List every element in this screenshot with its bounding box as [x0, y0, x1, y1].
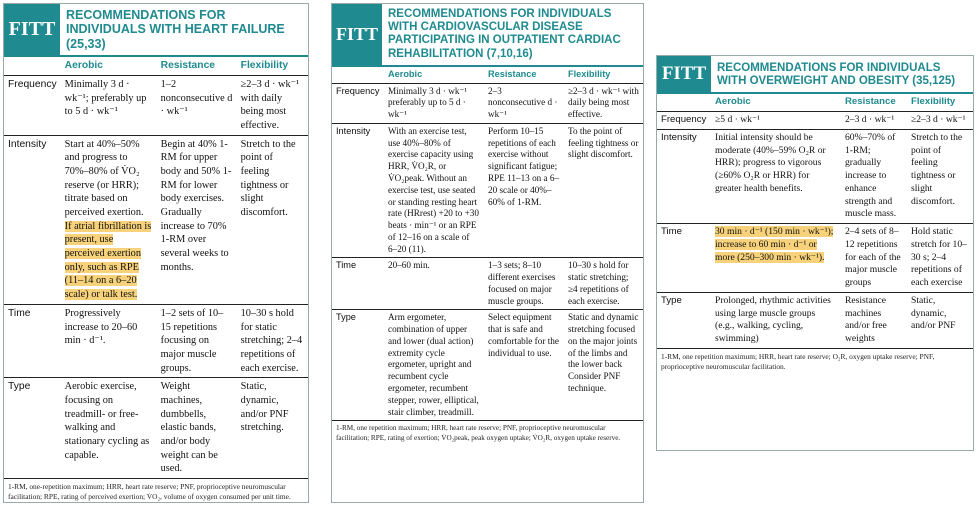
cell-resistance: 2–4 sets of 8–12 repetitions for each of the major muscle groups — [841, 224, 907, 293]
fitt-badge: FITT — [657, 56, 711, 92]
table-row — [4, 75, 308, 135]
table-title: RECOMMENDATIONS FOR INDIVIDUALS WITH CARDIOVASCULAR DISEASE PARTICIPATING IN OUTPATIENT CARDIAC REHABILITATION (7,10,16) — [388, 8, 621, 60]
row-label: Time — [657, 224, 711, 293]
cell-aerobic: 20–60 min. — [384, 258, 484, 310]
recommendation-table — [657, 94, 973, 348]
cell-flexibility: Static, dynamic, and/or PNF — [907, 292, 973, 348]
row-label: Intensity — [4, 135, 61, 304]
footnote: 1-RM, one-repetition maximum; HRR, heart rate reserve; PNF, proprioceptive neuromuscular facilitation; RPE, rating of perceived exertion; V̇O₂, volume of oxygen consumed per unit time. — [4, 478, 308, 503]
cell-aerobic: Arm ergometer, combination of upper and lower (dual action) extremity cycle ergometer, upright and recumbent cycle ergometer, recumbent stepper, rower, elliptical, stair climber, treadmill. — [384, 310, 484, 420]
cell-resistance: 1–2 sets of 10–15 repetitions focusing on major muscle groups. — [157, 304, 237, 377]
cell-flexibility: Static and dynamic stretching focused on the major joints of the limbs and the lower back Consider PNF technique. — [564, 310, 643, 420]
row-label: Frequency — [657, 112, 711, 130]
cell-aerobic — [711, 224, 841, 293]
row-label: Time — [332, 258, 384, 310]
row-label: Type — [657, 292, 711, 348]
cell-flexibility: ≥2–3 d · wk⁻¹ — [907, 112, 973, 130]
cell-flexibility: Stretch to the point of feeling tightness or slight discomfort. — [907, 129, 973, 223]
highlighted-text: If atrial fibrillation is present, use perceived exertion only, such as RPE (11–14 on a 6–20 scale) or talk test. — [64, 220, 152, 301]
footnote: 1-RM, one repetition maximum; HRR, heart rate reserve; O₂R, oxygen uptake reserve; PNF, proprioceptive neuromuscular facilitation. — [657, 348, 973, 375]
cell-aerobic: Initial intensity should be moderate (40%–59% O₂R or HRR); progress to vigorous (≥60% O₂R or HRR) for greater health benefits. — [711, 129, 841, 223]
cell-aerobic: ≥5 d · wk⁻¹ — [711, 112, 841, 130]
fitt-badge: FITT — [4, 4, 60, 55]
cell-flexibility: ≥2–3 d · wk⁻¹ with daily being most effective. — [564, 83, 643, 123]
col-header-flexibility: Flexibility — [237, 57, 308, 75]
col-header-resistance: Resistance — [157, 57, 237, 75]
table-row — [657, 112, 973, 130]
fitt-badge: FITT — [332, 4, 382, 65]
highlighted-text: 30 min · d⁻¹ (150 min · wk⁻¹); increase to 60 min · d⁻¹ or more (250–300 min · wk⁻¹). — [715, 226, 834, 263]
table-header — [657, 56, 973, 94]
row-label: Intensity — [332, 123, 384, 257]
table-row — [657, 224, 973, 293]
table-title: RECOMMENDATIONS FOR INDIVIDUALS WITH OVERWEIGHT AND OBESITY (35,125) — [717, 62, 956, 88]
row-label: Intensity — [657, 129, 711, 223]
recommendation-table — [4, 57, 308, 478]
footnote: 1-RM, one repetition maximum; HRR, heart rate reserve; PNF, proprioceptive neuromuscular facilitation; RPE, rating of exertion; V̇O₂peak, peak oxygen uptake; V̇O₂R, oxygen uptake reserve. — [332, 420, 643, 446]
cell-aerobic: Progressively increase to 20–60 min · d⁻¹. — [61, 304, 157, 377]
fitt-table-cardiac-rehab — [331, 3, 644, 503]
cell-resistance: 2–3 nonconsecutive d · wk⁻¹ — [484, 83, 564, 123]
cell-resistance: Weight machines, dumbbells, elastic bands, and/or body weight can be used. — [157, 378, 237, 478]
table-row — [332, 83, 643, 123]
col-header-flexibility: Flexibility — [907, 94, 973, 111]
cell-resistance: 1–3 sets; 8–10 different exercises focused on major muscle groups. — [484, 258, 564, 310]
cell-aerobic: Minimally 3 d · wk⁻¹ preferably up to 5 d · wk⁻¹ — [384, 83, 484, 123]
col-header-aerobic: Aerobic — [384, 67, 484, 83]
cell-aerobic: Aerobic exercise, focusing on treadmill- or free-walking and stationary cycling as capable. — [61, 378, 157, 478]
col-header-aerobic: Aerobic — [61, 57, 157, 75]
table-title: RECOMMENDATIONS FOR INDIVIDUALS WITH HEART FAILURE (25,33) — [66, 8, 285, 51]
recommendation-table — [332, 67, 643, 420]
aerobic-text: Start at 40%–50% and progress to 70%–80% of V̇O₂ reserve (or HRR); titrate based on perceived exertion. — [64, 138, 144, 218]
table-header — [332, 4, 643, 67]
cell-resistance: 2–3 d · wk⁻¹ — [841, 112, 907, 130]
col-header-aerobic: Aerobic — [711, 94, 841, 111]
cell-flexibility: To the point of feeling tightness or slight discomfort. — [564, 123, 643, 257]
table-row — [4, 135, 308, 304]
cell-resistance: 1–2 nonconsecutive d · wk⁻¹ — [157, 75, 237, 135]
cell-resistance: Resistance machines and/or free weights — [841, 292, 907, 348]
cell-flexibility: ≥2–3 d · wk⁻¹ with daily being most effective. — [237, 75, 308, 135]
row-label: Frequency — [332, 83, 384, 123]
fitt-table-obesity — [656, 55, 974, 451]
cell-resistance: Begin at 40% 1-RM for upper body and 50% 1-RM for lower body exercises. Gradually increase to 70% 1-RM over several weeks to months. — [157, 135, 237, 304]
row-label: Type — [332, 310, 384, 420]
cell-flexibility: Stretch to the point of feeling tightness or slight discomfort. — [237, 135, 308, 304]
cell-flexibility: Static, dynamic, and/or PNF stretching. — [237, 378, 308, 478]
table-header — [4, 4, 308, 57]
table-row — [4, 378, 308, 478]
col-header-flexibility: Flexibility — [564, 67, 643, 83]
table-row — [4, 304, 308, 377]
cell-aerobic: Prolonged, rhythmic activities using large muscle groups (e.g., walking, cycling, swimming) — [711, 292, 841, 348]
cell-resistance: Select equipment that is safe and comfortable for the individual to use. — [484, 310, 564, 420]
col-header-resistance: Resistance — [841, 94, 907, 111]
table-row — [332, 123, 643, 257]
col-header-resistance: Resistance — [484, 67, 564, 83]
cell-aerobic: Minimally 3 d · wk⁻¹; preferably up to 5 d · wk⁻¹ — [61, 75, 157, 135]
cell-aerobic: With an exercise test, use 40%–80% of exercise capacity using HRR, V̇O₂R, or V̇O₂peak. Without an exercise test, use seated or standing resting heart rate (HRrest) +20 to +30 beats · min⁻¹ or an RPE of 12–16 on a scale of 6–20 (11). — [384, 123, 484, 257]
cell-flexibility: 10–30 s hold for static stretching; 2–4 repetitions of each exercise. — [237, 304, 308, 377]
cell-resistance: Perform 10–15 repetitions of each exercise without significant fatigue; RPE 11–13 on a 6–20 scale or 40%–60% of 1-RM. — [484, 123, 564, 257]
fitt-table-heart-failure — [3, 3, 309, 503]
cell-aerobic — [61, 135, 157, 304]
cell-flexibility: Hold static stretch for 10–30 s; 2–4 repetitions of each exercise — [907, 224, 973, 293]
table-row — [332, 258, 643, 310]
row-label: Frequency — [4, 75, 61, 135]
table-row — [657, 292, 973, 348]
table-row — [332, 310, 643, 420]
cell-flexibility: 10–30 s hold for static stretching; ≥4 repetitions of each exercise. — [564, 258, 643, 310]
row-label: Time — [4, 304, 61, 377]
row-label: Type — [4, 378, 61, 478]
cell-resistance: 60%–70% of 1-RM; gradually increase to enhance strength and muscle mass. — [841, 129, 907, 223]
table-row — [657, 129, 973, 223]
